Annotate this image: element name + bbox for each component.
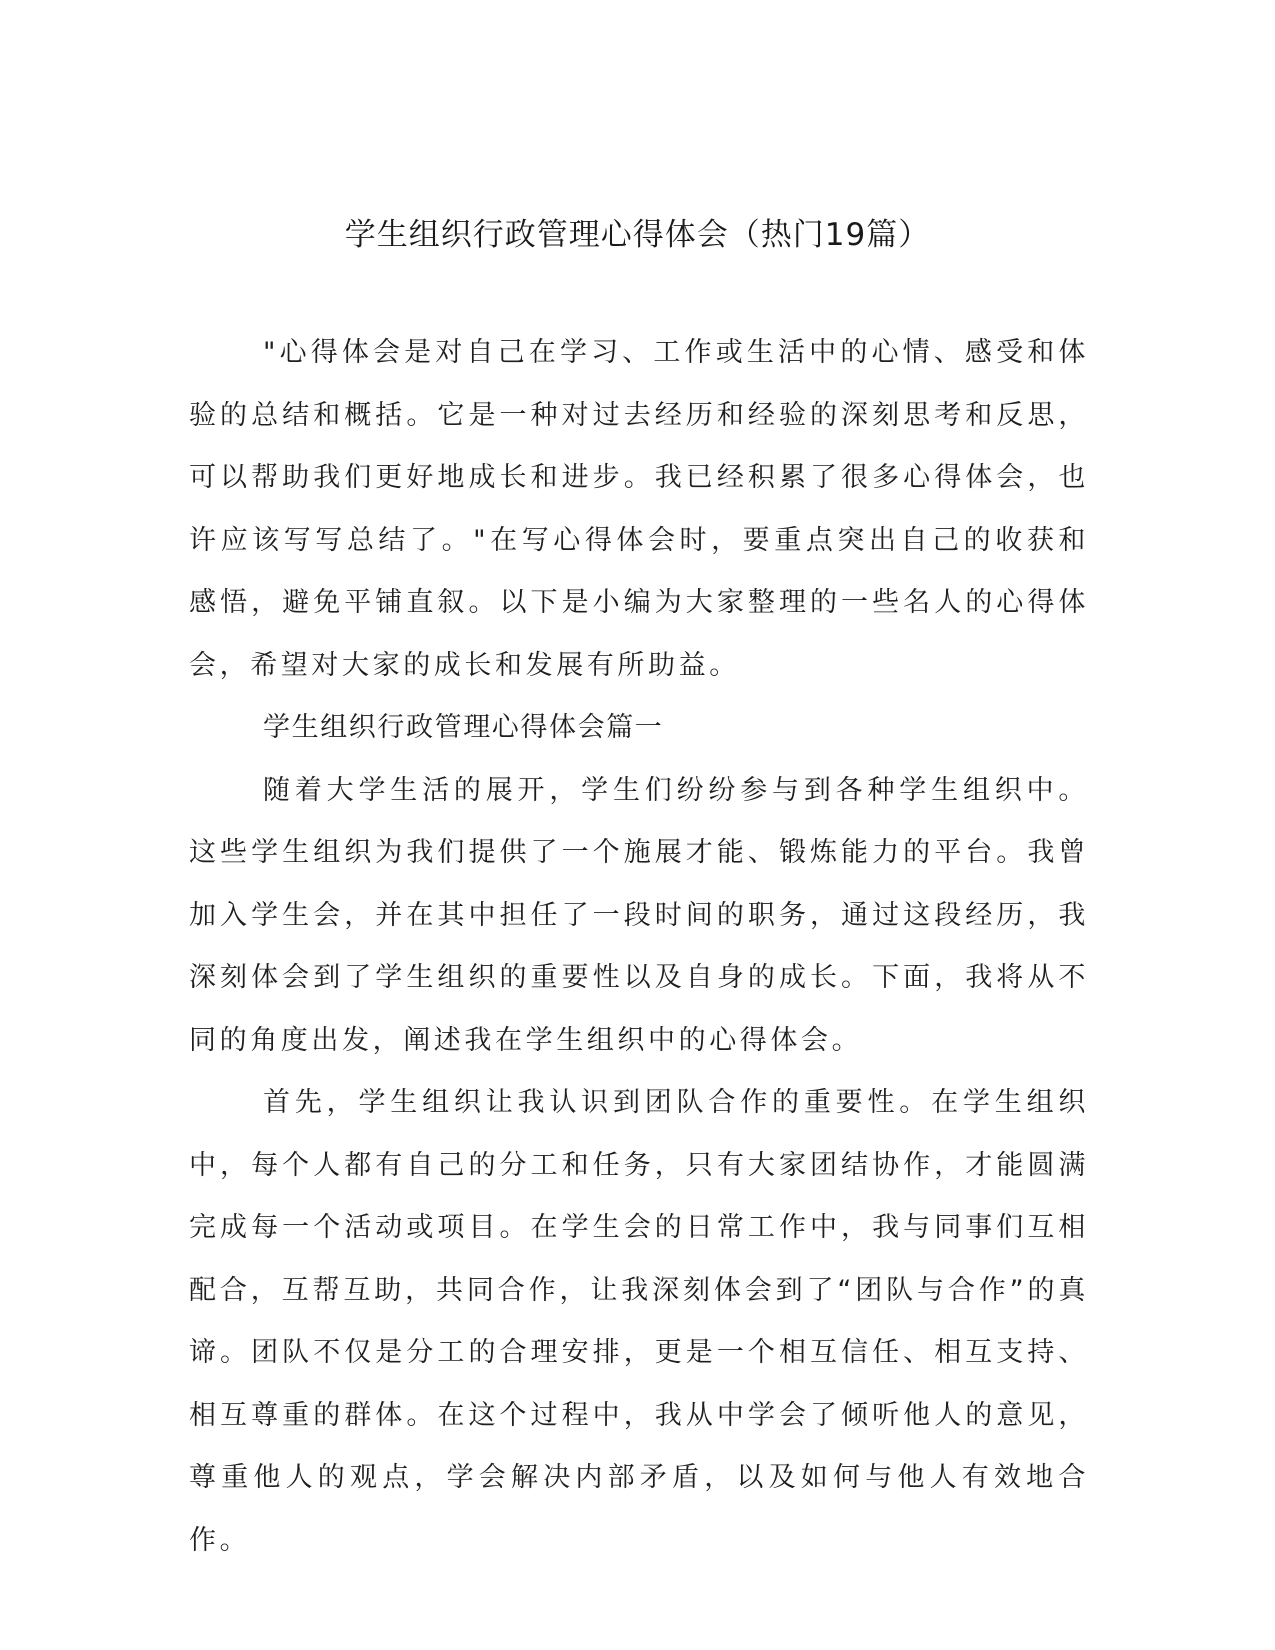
intro-paragraph: "心得体会是对自己在学习、工作或生活中的心情、感受和体验的总结和概括。它是一种对过去经历和经验的深刻思考和反思，可以帮助我们更好地成长和进步。我已经积累了很多心得体会，也许应该写写总结了。"在写心得体会时，要重点突出自己的收获和感悟，避免平铺直叙。以下是小编为大家整理的一些名人的心得体会，希望对大家的成长和发展有所助益。	[189, 337, 1089, 681]
body-paragraph-2: 首先，学生组织让我认识到团队合作的重要性。在学生组织中，每个人都有自己的分工和任务，只有大家团结协作，才能圆满完成每一个活动或项目。在学生会的日常工作中，我与同事们互相配合，互帮互助，共同合作，让我深刻体会到了“团队与合作”的真谛。团队不仅是分工的合理安排，更是一个相互信任、相互支持、相互尊重的群体。在这个过程中，我从中学会了倾听他人的意见，尊重他人的观点，学会解决内部矛盾，以及如何与他人有效地合作。	[189, 1087, 1089, 1556]
section-heading: 学生组织行政管理心得体会篇一	[263, 712, 664, 743]
document-title: 学生组织行政管理心得体会（热门19篇）	[344, 217, 931, 253]
document-body	[189, 322, 1089, 1572]
body-paragraph-1: 随着大学生活的展开，学生们纷纷参与到各种学生组织中。这些学生组织为我们提供了一个施展才能、锻炼能力的平台。我曾加入学生会，并在其中担任了一段时间的职务，通过这段经历，我深刻体会到了学生组织的重要性以及自身的成长。下面，我将从不同的角度出发，阐述我在学生组织中的心得体会。	[189, 774, 1089, 1056]
